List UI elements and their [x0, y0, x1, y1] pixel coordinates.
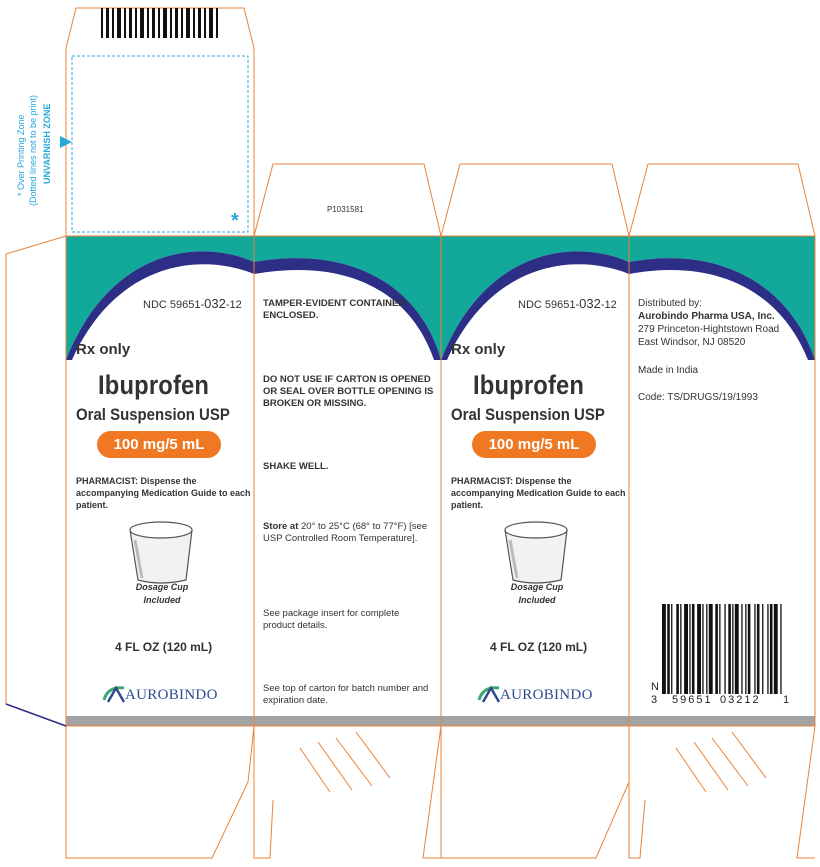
- cup-caption-line2: Included: [143, 595, 181, 605]
- upc-barcode: [662, 604, 782, 694]
- dosage-form: Oral Suspension USP: [76, 405, 230, 424]
- ndc-prefix-2: NDC 59651-: [518, 299, 580, 311]
- batch-note: See top of carton for batch number and expiration date.: [263, 683, 429, 706]
- ndc-main-2: 032: [579, 296, 601, 311]
- barcode-left-digits: 59651: [672, 694, 713, 706]
- barcode-bar: [724, 604, 725, 694]
- barcode-bar: [667, 604, 670, 694]
- unvarnish-zone-box: [72, 56, 248, 232]
- barcode-bar: [719, 604, 720, 694]
- bottom-flap-hatch: [300, 732, 766, 792]
- barcode-bar: [706, 604, 707, 694]
- cup-caption-line2-2: Included: [518, 595, 556, 605]
- storage-note: [263, 521, 431, 545]
- aurobindo-logo-text-2: AUROBINDO: [500, 687, 593, 703]
- storage-label: Store at: [263, 521, 299, 532]
- barcode-bar: [780, 604, 781, 694]
- barcode-bar: [754, 604, 755, 694]
- zone-note-line1: * Over Printing Zone: [16, 114, 26, 196]
- barcode-bar: [692, 604, 695, 694]
- barcode-check-digit: 1: [783, 694, 790, 706]
- dosage-cup-image: [130, 522, 192, 583]
- top-flap-barcode: [101, 8, 218, 38]
- zone-note-line3: UNVARNISH ZONE: [42, 103, 52, 184]
- ndc-number-2: [518, 296, 617, 311]
- barcode-bar: [697, 604, 701, 694]
- zone-note-line2: (Dotted lines not to be print): [28, 94, 38, 206]
- top-flap-code: P1031581: [327, 205, 364, 214]
- license-code: Code: TS/DRUGS/19/1993: [638, 392, 758, 403]
- ndc-main: 032: [204, 296, 226, 311]
- pharmacist-note: PHARMACIST: Dispense the accompanying Medication Guide to each patient.: [76, 476, 251, 510]
- barcode-bar: [745, 604, 746, 694]
- dosage-form-2: Oral Suspension USP: [451, 405, 605, 424]
- dosage-cup-caption-2: [497, 581, 577, 607]
- barcode-bar: [748, 604, 751, 694]
- ndc-suffix-2: -12: [600, 299, 617, 311]
- barcode-bar: [662, 604, 666, 694]
- barcode-n-label: N: [651, 681, 659, 693]
- made-in-note: Made in India: [638, 365, 699, 376]
- package-insert-note: See package insert for complete product details.: [263, 608, 400, 631]
- strength-badge: 100 mg/5 mL: [97, 431, 221, 458]
- barcode-right-digits: 03212: [720, 694, 761, 706]
- glue-flap-edge: [6, 704, 66, 726]
- barcode-bar: [715, 604, 718, 694]
- ndc-suffix: -12: [225, 299, 242, 311]
- distributor-address2: East Windsor, NJ 08520: [638, 337, 746, 348]
- rx-only: Rx only: [76, 341, 131, 358]
- barcode-bar: [680, 604, 681, 694]
- barcode-bar: [774, 604, 778, 694]
- distributor-address1: 279 Princeton-Hightstown Road: [638, 324, 780, 335]
- dosage-cup-caption: [122, 581, 202, 607]
- zone-asterisk: *: [231, 210, 239, 232]
- aurobindo-logo-text: AUROBINDO: [125, 687, 218, 703]
- ndc-prefix: NDC 59651-: [143, 299, 205, 311]
- barcode-bar: [676, 604, 679, 694]
- cup-caption-line1: Dosage Cup: [135, 582, 189, 592]
- barcode-bar: [741, 604, 742, 694]
- shake-well-note: SHAKE WELL.: [263, 461, 329, 472]
- barcode-bar: [770, 604, 773, 694]
- distributor-company: Aurobindo Pharma USA, Inc.: [638, 311, 775, 322]
- quantity-2: 4 FL OZ (120 mL): [490, 640, 588, 654]
- barcode-lead-digit: 3: [651, 694, 658, 706]
- drug-name-2: Ibuprofen: [473, 370, 585, 400]
- barcode-bar: [709, 604, 713, 694]
- pharmacist-note-2: PHARMACIST: Dispense the accompanying Medication Guide to each patient.: [451, 476, 626, 510]
- ndc-number: [143, 296, 242, 311]
- barcode-bar: [732, 604, 733, 694]
- barcode-bar: [728, 604, 731, 694]
- barcode-bar: [762, 604, 763, 694]
- barcode-bar: [671, 604, 672, 694]
- distributed-by-label: Distributed by:: [638, 298, 702, 309]
- barcode-bar: [735, 604, 739, 694]
- barcode-bar: [767, 604, 768, 694]
- barcode-bar: [757, 604, 760, 694]
- quantity: 4 FL OZ (120 mL): [115, 640, 213, 654]
- dosage-cup-image-2: [505, 522, 567, 583]
- barcode-bar: [702, 604, 703, 694]
- storage-text: 20° to 25°C (68° to 77°F) [see USP Controlled Room Temperature].: [263, 521, 428, 544]
- drug-name: Ibuprofen: [98, 370, 210, 400]
- strength-badge-2: 100 mg/5 mL: [472, 431, 596, 458]
- tamper-evident-note: TAMPER-EVIDENT CONTAINER ENCLOSED.: [263, 298, 406, 321]
- rx-only-2: Rx only: [451, 341, 506, 358]
- cup-caption-line1-2: Dosage Cup: [510, 582, 564, 592]
- barcode-bar: [684, 604, 688, 694]
- barcode-bar: [689, 604, 690, 694]
- do-not-use-warning: DO NOT USE IF CARTON IS OPENED OR SEAL OVER BOTTLE OPENING IS BROKEN OR MISSING.: [263, 374, 434, 409]
